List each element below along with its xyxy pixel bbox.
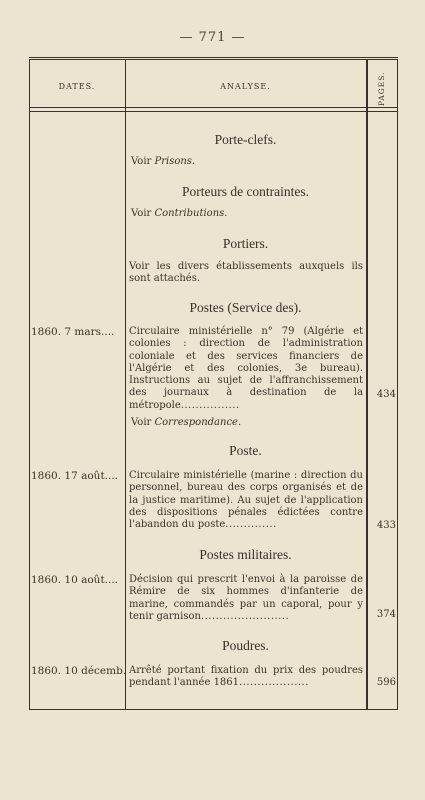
page-number: — 771 — (179, 30, 246, 45)
leader-dots: .............. (225, 519, 277, 531)
voir-word: Voir (131, 208, 152, 219)
voir-word: Voir (131, 156, 152, 167)
header-rule (29, 107, 398, 112)
table-bottom-rule (29, 709, 398, 710)
section-title-porte-clefs: Porte-clefs. (214, 132, 277, 147)
entry-text (129, 326, 363, 412)
entry-date: 1860. 10 décemb. (31, 665, 127, 677)
section-title-postes-militaires: Postes militaires. (199, 547, 292, 562)
entry-date: 1860. 17 août.... (31, 470, 119, 482)
voir-word: Voir (131, 417, 152, 428)
section-title-porteurs: Porteurs de contraintes. (181, 184, 310, 199)
header-dates: DATES. (58, 82, 96, 91)
table-right-border (397, 60, 398, 710)
leader-dots: ................... (239, 677, 309, 689)
column-divider-dates (125, 60, 126, 710)
header-pages: PAGES. (377, 71, 386, 106)
entry-page: 434 (376, 389, 396, 400)
header-analyse: ANALYSE. (220, 82, 271, 91)
entry-date: 1860. 10 août.... (31, 574, 119, 586)
entry-body: Circulaire ministérielle n° 79 (Algérie et colonies : direction de l'administration coloniale et des services financiers de l'Algérie et des colonies, 3e bureau). Instructions au sujet de l'affranchissement des journaux à destination de la métropole (129, 326, 363, 411)
entry-text (129, 574, 363, 623)
portiers-text: Voir les divers établissements auxquels ils sont attachés. (129, 261, 363, 285)
section-title-poudres: Poudres. (222, 638, 269, 653)
entry-page: 374 (376, 609, 396, 620)
voir-line-porteurs (131, 208, 363, 219)
index-table (29, 57, 398, 710)
section-title-postes-service: Postes (Service des). (189, 300, 302, 315)
leader-dots: ................ (180, 399, 240, 411)
section-title-poste: Poste. (229, 443, 262, 458)
entry-body: Circulaire ministérielle (marine : direction du personnel, bureau des corps organisés et de la justice maritime). Au sujet de l'application des dispositions pénales édictées contre l'abandon du poste (129, 470, 363, 531)
entry-page: 596 (376, 677, 396, 688)
leader-dots: ........................ (200, 610, 290, 622)
entry-text (129, 470, 363, 531)
cross-reference: Correspondance. (154, 417, 242, 428)
column-divider-pages (366, 60, 368, 710)
entry-body: Arrêté portant fixation du prix des poudres pendant l'année 1861 (129, 665, 363, 689)
voir-line-postes (131, 417, 363, 428)
entry-page: 433 (376, 520, 396, 531)
cross-reference: Contributions. (154, 208, 228, 219)
cross-reference: Prisons. (154, 156, 196, 167)
table-left-border (29, 60, 30, 710)
voir-line-porte-clefs (131, 156, 363, 167)
entry-date: 1860. 7 mars.... (31, 326, 115, 338)
entry-text (129, 665, 363, 690)
section-title-portiers: Portiers. (222, 236, 269, 251)
entry-body: Décision qui prescrit l'envoi à la paroisse de Rémire de six hommes d'infanterie de marine, commandés par un caporal, pour y tenir garnison (129, 574, 363, 622)
